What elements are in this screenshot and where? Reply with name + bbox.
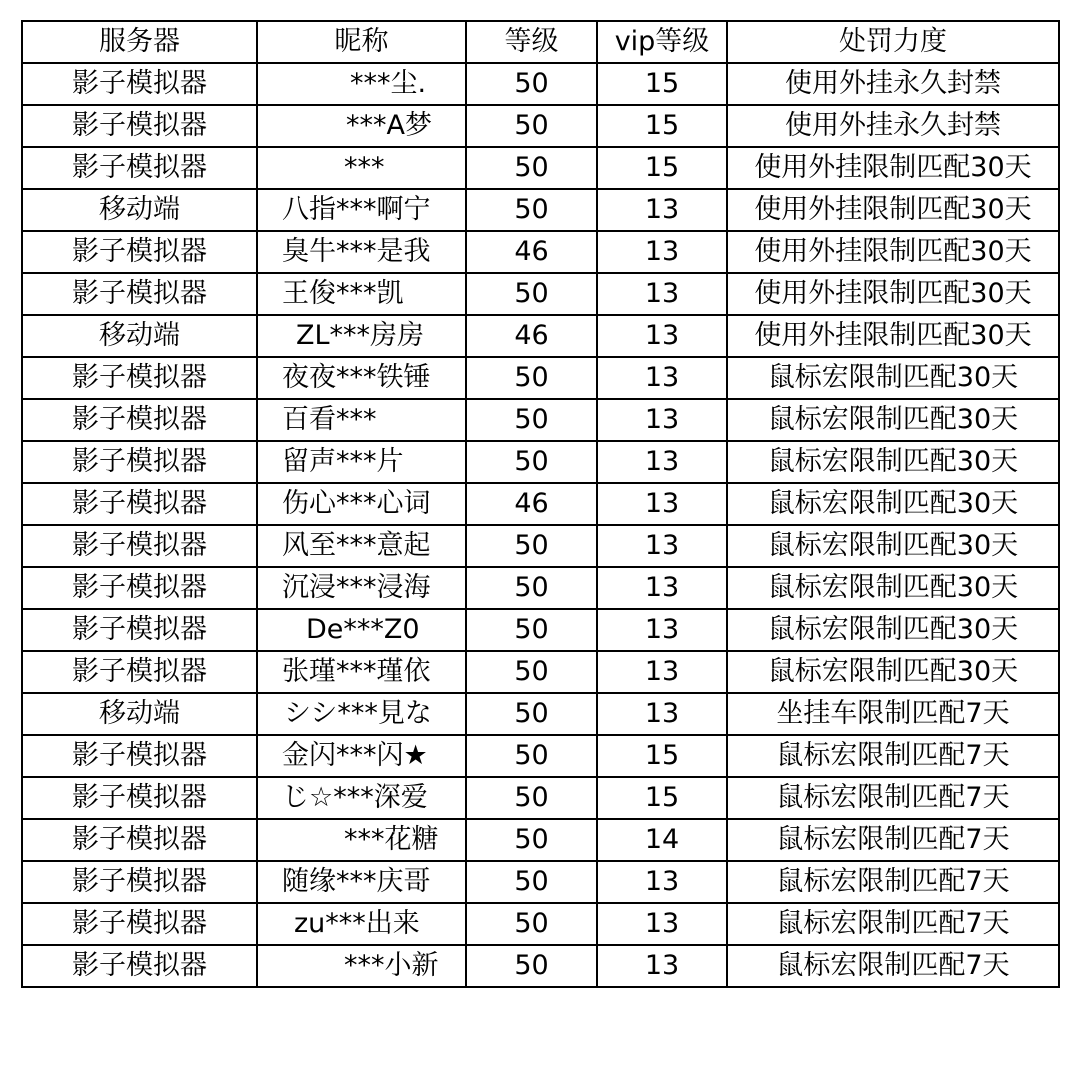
- header-vip-level: vip等级: [597, 21, 727, 63]
- table-row: [22, 105, 1059, 147]
- cell-nickname: 八指***啊宁: [257, 189, 466, 231]
- cell-server: 影子模拟器: [22, 651, 257, 693]
- cell-server: 影子模拟器: [22, 609, 257, 651]
- cell-server: 影子模拟器: [22, 777, 257, 819]
- cell-nickname: じ☆***深爱: [257, 777, 466, 819]
- cell-level: 50: [466, 525, 597, 567]
- table-row: [22, 525, 1059, 567]
- table-row: [22, 903, 1059, 945]
- cell-server: 影子模拟器: [22, 441, 257, 483]
- cell-penalty: 鼠标宏限制匹配7天: [727, 819, 1059, 861]
- cell-level: 46: [466, 231, 597, 273]
- table-row: [22, 273, 1059, 315]
- cell-level: 50: [466, 777, 597, 819]
- cell-vip-level: 15: [597, 63, 727, 105]
- cell-nickname: 风至***意起: [257, 525, 466, 567]
- cell-server: 影子模拟器: [22, 357, 257, 399]
- cell-vip-level: 13: [597, 693, 727, 735]
- cell-vip-level: 15: [597, 147, 727, 189]
- table-row: [22, 945, 1059, 987]
- table-row: [22, 819, 1059, 861]
- table-row: [22, 483, 1059, 525]
- header-server: 服务器: [22, 21, 257, 63]
- cell-vip-level: 13: [597, 357, 727, 399]
- cell-nickname: ***花糖: [257, 819, 466, 861]
- cell-penalty: 鼠标宏限制匹配30天: [727, 441, 1059, 483]
- table-row: [22, 609, 1059, 651]
- cell-server: 影子模拟器: [22, 105, 257, 147]
- cell-penalty: 鼠标宏限制匹配30天: [727, 567, 1059, 609]
- cell-vip-level: 13: [597, 609, 727, 651]
- cell-penalty: 使用外挂限制匹配30天: [727, 231, 1059, 273]
- table-row: [22, 651, 1059, 693]
- cell-level: 50: [466, 441, 597, 483]
- cell-vip-level: 13: [597, 945, 727, 987]
- cell-level: 50: [466, 273, 597, 315]
- cell-level: 50: [466, 63, 597, 105]
- table-row: [22, 735, 1059, 777]
- cell-server: 影子模拟器: [22, 399, 257, 441]
- cell-nickname: zu***出来: [257, 903, 466, 945]
- cell-penalty: 鼠标宏限制匹配30天: [727, 399, 1059, 441]
- cell-level: 50: [466, 945, 597, 987]
- cell-nickname: 金闪***闪★: [257, 735, 466, 777]
- cell-vip-level: 13: [597, 399, 727, 441]
- cell-vip-level: 13: [597, 315, 727, 357]
- cell-server: 影子模拟器: [22, 525, 257, 567]
- cell-nickname: ***A梦: [257, 105, 466, 147]
- table-row: [22, 357, 1059, 399]
- cell-level: 46: [466, 315, 597, 357]
- cell-nickname: 张瑾***瑾依: [257, 651, 466, 693]
- table-row: [22, 567, 1059, 609]
- cell-server: 移动端: [22, 315, 257, 357]
- cell-penalty: 使用外挂永久封禁: [727, 63, 1059, 105]
- cell-level: 50: [466, 105, 597, 147]
- cell-level: 50: [466, 861, 597, 903]
- cell-vip-level: 13: [597, 231, 727, 273]
- cell-nickname: 王俊***凯: [257, 273, 466, 315]
- cell-server: 移动端: [22, 693, 257, 735]
- penalty-table-container: [21, 20, 1058, 988]
- cell-level: 46: [466, 483, 597, 525]
- cell-vip-level: 13: [597, 651, 727, 693]
- cell-penalty: 鼠标宏限制匹配30天: [727, 357, 1059, 399]
- cell-penalty: 使用外挂限制匹配30天: [727, 315, 1059, 357]
- cell-server: 影子模拟器: [22, 147, 257, 189]
- cell-penalty: 鼠标宏限制匹配30天: [727, 609, 1059, 651]
- cell-level: 50: [466, 147, 597, 189]
- cell-server: 影子模拟器: [22, 273, 257, 315]
- cell-penalty: 鼠标宏限制匹配7天: [727, 945, 1059, 987]
- cell-nickname: ***尘.: [257, 63, 466, 105]
- cell-nickname: De***Z0: [257, 609, 466, 651]
- header-nickname: 昵称: [257, 21, 466, 63]
- cell-vip-level: 15: [597, 735, 727, 777]
- cell-nickname: 随缘***庆哥: [257, 861, 466, 903]
- cell-nickname: 沉浸***浸海: [257, 567, 466, 609]
- cell-level: 50: [466, 693, 597, 735]
- cell-penalty: 鼠标宏限制匹配7天: [727, 903, 1059, 945]
- cell-level: 50: [466, 735, 597, 777]
- cell-nickname: ZL***房房: [257, 315, 466, 357]
- cell-nickname: ***小新: [257, 945, 466, 987]
- cell-level: 50: [466, 399, 597, 441]
- table-row: [22, 147, 1059, 189]
- cell-level: 50: [466, 189, 597, 231]
- cell-nickname: シシ***見な: [257, 693, 466, 735]
- table-header-row: [22, 21, 1059, 63]
- cell-nickname: ***: [257, 147, 466, 189]
- table-row: [22, 231, 1059, 273]
- cell-server: 影子模拟器: [22, 819, 257, 861]
- cell-nickname: 伤心***心词: [257, 483, 466, 525]
- cell-vip-level: 13: [597, 861, 727, 903]
- cell-vip-level: 13: [597, 189, 727, 231]
- cell-vip-level: 15: [597, 777, 727, 819]
- cell-server: 影子模拟器: [22, 63, 257, 105]
- table-row: [22, 693, 1059, 735]
- cell-vip-level: 13: [597, 273, 727, 315]
- header-penalty: 处罚力度: [727, 21, 1059, 63]
- cell-level: 50: [466, 567, 597, 609]
- cell-penalty: 使用外挂限制匹配30天: [727, 189, 1059, 231]
- cell-vip-level: 13: [597, 567, 727, 609]
- cell-vip-level: 15: [597, 105, 727, 147]
- cell-server: 影子模拟器: [22, 735, 257, 777]
- cell-vip-level: 13: [597, 483, 727, 525]
- cell-server: 影子模拟器: [22, 567, 257, 609]
- header-level: 等级: [466, 21, 597, 63]
- cell-penalty: 鼠标宏限制匹配7天: [727, 777, 1059, 819]
- cell-penalty: 鼠标宏限制匹配7天: [727, 861, 1059, 903]
- cell-level: 50: [466, 819, 597, 861]
- cell-penalty: 坐挂车限制匹配7天: [727, 693, 1059, 735]
- cell-server: 移动端: [22, 189, 257, 231]
- cell-penalty: 鼠标宏限制匹配30天: [727, 651, 1059, 693]
- cell-penalty: 鼠标宏限制匹配30天: [727, 525, 1059, 567]
- cell-server: 影子模拟器: [22, 903, 257, 945]
- cell-level: 50: [466, 357, 597, 399]
- table-row: [22, 63, 1059, 105]
- penalty-table: [21, 20, 1060, 988]
- cell-level: 50: [466, 609, 597, 651]
- table-row: [22, 399, 1059, 441]
- table-row: [22, 315, 1059, 357]
- cell-nickname: 夜夜***铁锤: [257, 357, 466, 399]
- cell-penalty: 使用外挂限制匹配30天: [727, 273, 1059, 315]
- table-row: [22, 861, 1059, 903]
- cell-nickname: 臭牛***是我: [257, 231, 466, 273]
- cell-level: 50: [466, 903, 597, 945]
- table-row: [22, 441, 1059, 483]
- table-row: [22, 189, 1059, 231]
- cell-vip-level: 13: [597, 441, 727, 483]
- cell-penalty: 使用外挂永久封禁: [727, 105, 1059, 147]
- cell-penalty: 鼠标宏限制匹配30天: [727, 483, 1059, 525]
- cell-nickname: 百看***: [257, 399, 466, 441]
- cell-vip-level: 13: [597, 525, 727, 567]
- cell-vip-level: 14: [597, 819, 727, 861]
- cell-nickname: 留声***片: [257, 441, 466, 483]
- cell-server: 影子模拟器: [22, 945, 257, 987]
- cell-penalty: 使用外挂限制匹配30天: [727, 147, 1059, 189]
- cell-server: 影子模拟器: [22, 231, 257, 273]
- table-row: [22, 777, 1059, 819]
- cell-server: 影子模拟器: [22, 861, 257, 903]
- cell-level: 50: [466, 651, 597, 693]
- cell-penalty: 鼠标宏限制匹配7天: [727, 735, 1059, 777]
- cell-vip-level: 13: [597, 903, 727, 945]
- cell-server: 影子模拟器: [22, 483, 257, 525]
